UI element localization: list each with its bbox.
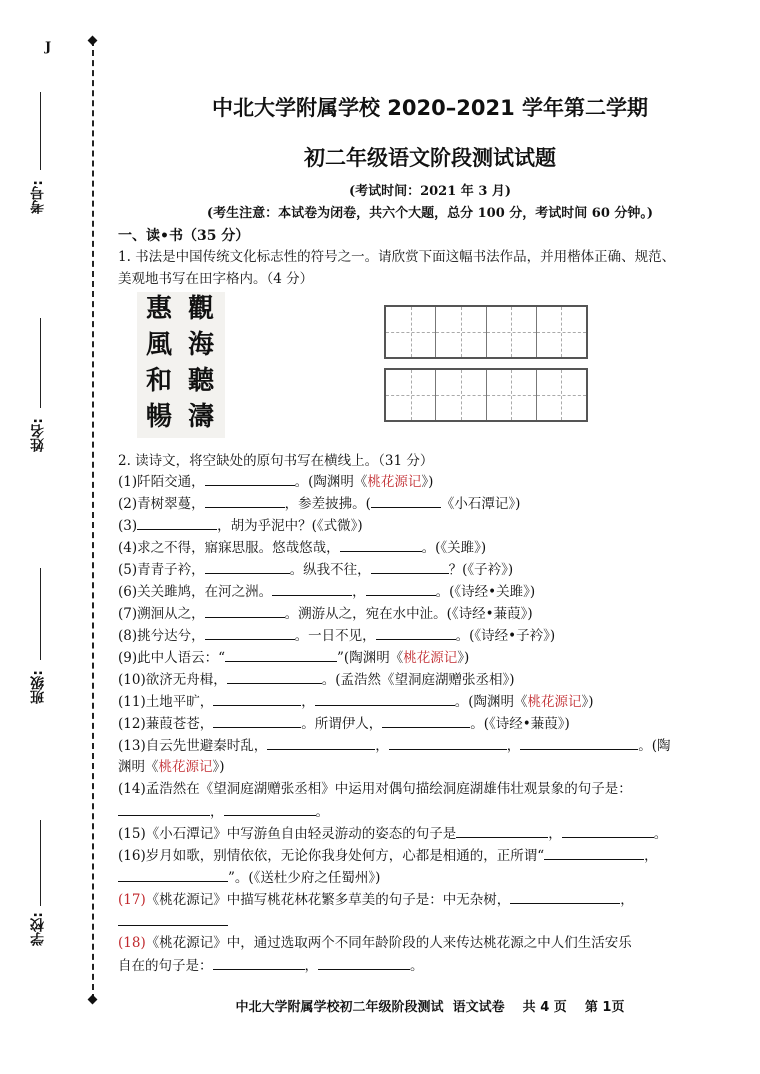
item-text: 》) (581, 694, 594, 710)
item-text: 。(孟浩然《望洞庭湖赠张丞相》) (321, 672, 515, 688)
item-text: 》) (457, 650, 470, 666)
page-title: 中北大学附属学校 2020–2021 学年第二学期 (211, 96, 648, 120)
item-text: 。(陶渊明《 (454, 694, 528, 710)
item-text: ”。(《送杜少府之任蜀州》) (228, 870, 381, 886)
answer-blank[interactable] (205, 624, 295, 640)
answer-blank[interactable] (205, 602, 285, 618)
page-footer: 中北大学附属学校初二年级阶段测试 语文试卷 共 4 页 第 1页 (235, 1000, 625, 1015)
item-text: (3) (118, 518, 138, 534)
calligraphy-char: 濤 (187, 402, 214, 432)
item-text: (7)溯洄从之， (118, 606, 205, 622)
item-13-cont (118, 756, 708, 778)
class-label: 班级: (30, 670, 46, 704)
grid-cell[interactable] (386, 370, 436, 420)
grid-cell[interactable] (386, 307, 436, 357)
answer-blank[interactable] (510, 888, 620, 904)
item-12 (118, 712, 708, 734)
q1-text-line2: 美观地书写在田字格内。（4 分） (118, 271, 314, 287)
calligraphy-image (137, 292, 225, 438)
item-text: (6)关关雎鸠，在河之洲。 (118, 584, 273, 600)
item-text: (10)欲济无舟楫， (118, 672, 227, 688)
item-text: 。一日不见， (294, 628, 376, 644)
item-text: ， (210, 804, 224, 820)
item-16 (118, 844, 708, 866)
item-text: 。(陶渊明《 (294, 474, 368, 490)
item-text: ， (375, 738, 389, 754)
answer-blank[interactable] (371, 492, 441, 508)
q2-heading: 2. 读诗文，将空缺处的原句书写在横线上。（31 分） (118, 453, 434, 469)
answer-blank[interactable] (224, 800, 316, 816)
item-number-red: (18) (118, 935, 146, 951)
item-text: ， (548, 826, 562, 842)
item-text: 。 (315, 804, 329, 820)
answer-blank[interactable] (205, 470, 295, 486)
calligraphy-char: 觀 (187, 294, 214, 324)
item-text: (11)土地平旷， (118, 694, 214, 710)
item-text: (8)挑兮达兮， (118, 628, 205, 644)
item-text: ， (620, 892, 634, 908)
item-15 (118, 822, 708, 844)
q1-text-line1: 1. 书法是中国传统文化标志性的符号之一。请欣赏下面这幅书法作品，并用楷体正确、规范、 (118, 249, 676, 265)
item-text: ”(陶渊明《 (337, 650, 404, 666)
item-3 (118, 514, 708, 536)
item-text: 。(陶 (638, 738, 671, 754)
item-text: (1)阡陌交通， (118, 474, 205, 490)
item-text: 》) (212, 759, 225, 775)
item-text: 《小石潭记》) (440, 496, 521, 512)
item-text-red: 桃花源记 (158, 759, 213, 775)
item-1 (118, 470, 708, 492)
item-text: 。 (653, 826, 668, 842)
name-line (40, 318, 41, 408)
item-text: ， (644, 848, 658, 864)
answer-blank[interactable] (213, 690, 301, 706)
item-17 (118, 888, 708, 910)
item-text: 《桃花源记》中，通过选取两个不同年龄阶段的人来传达桃花源之中人们生活安乐 (145, 935, 632, 951)
answer-blank[interactable] (371, 558, 449, 574)
answer-blank[interactable] (376, 624, 456, 640)
class-line (40, 568, 41, 660)
calligraphy-char: 和 (145, 366, 172, 396)
item-text: (16)岁月如歌，别情依依，无论你我身处何方，心都是相通的，正所谓“ (118, 848, 545, 864)
answer-blank[interactable] (118, 866, 228, 882)
item-text: 。(《关雎》) (421, 540, 487, 556)
answer-blank[interactable] (562, 822, 654, 838)
answer-blank[interactable] (213, 954, 305, 970)
answer-blank[interactable] (382, 712, 470, 728)
answer-blank[interactable] (544, 844, 644, 860)
section-heading: 一、读•书（35 分） (118, 228, 250, 244)
item-text: (4)求之不得，寤寐思服。悠哉悠哉， (118, 540, 340, 556)
item-4 (118, 536, 708, 558)
item-number-red: (17) (118, 892, 146, 908)
item-17-cont (118, 910, 708, 932)
item-9 (118, 646, 708, 668)
item-text: 。(《诗经•子衿》) (455, 628, 556, 644)
answer-blank[interactable] (272, 580, 352, 596)
item-13 (118, 734, 708, 756)
item-text: (5)青青子衿， (118, 562, 205, 578)
grid-cell[interactable] (436, 370, 486, 420)
item-text-red: 桃花源记 (403, 650, 458, 666)
item-5 (118, 558, 708, 580)
item-16-cont (118, 866, 708, 888)
binding-dashed-line (92, 40, 94, 1000)
calligraphy-char: 聽 (187, 366, 214, 396)
item-18-cont (118, 954, 708, 976)
answer-blank[interactable] (520, 734, 638, 750)
exam-no-line (40, 92, 41, 170)
grid-cell[interactable] (537, 307, 586, 357)
item-8 (118, 624, 708, 646)
item-10 (118, 668, 708, 690)
calligraphy-char: 惠 (145, 294, 172, 324)
page-subtitle: 初二年级语文阶段测试试题 (304, 146, 556, 170)
binding-diamond-top (88, 36, 98, 46)
item-7 (118, 602, 708, 624)
grid-cell[interactable] (487, 307, 537, 357)
item-14 (118, 778, 708, 800)
item-11 (118, 690, 708, 712)
item-text: ，胡为乎泥中？(《式微》) (217, 518, 363, 534)
answer-blank[interactable] (213, 712, 301, 728)
item-14-cont (118, 800, 708, 822)
exam-no-label: 考号: (30, 180, 46, 214)
item-text: 。(《诗经•蒹葭》) (470, 716, 570, 732)
answer-blank[interactable] (118, 910, 228, 926)
item-text: 。纵我不往， (289, 562, 371, 578)
item-text: ， (352, 584, 366, 600)
grid-cell[interactable] (436, 307, 486, 357)
item-text: (14)孟浩然在《望洞庭湖赠张丞相》中运用对偶句描绘洞庭湖雄伟壮观景象的句子是： (118, 781, 632, 797)
item-text: 》) (421, 474, 434, 490)
item-text: (12)蒹葭苍苍， (118, 716, 214, 732)
answer-blank[interactable] (340, 536, 422, 552)
answer-blank[interactable] (225, 646, 337, 662)
item-18 (118, 932, 708, 954)
answer-blank[interactable] (389, 734, 507, 750)
answer-blank[interactable] (366, 580, 436, 596)
item-text: 自在的句子是： (118, 958, 213, 974)
answer-blank[interactable] (315, 690, 455, 706)
binding-diamond-bottom (88, 995, 98, 1005)
item-text: ， (304, 958, 318, 974)
item-text: (15)《小石潭记》中写游鱼自由轻灵游动的姿态的句子是 (118, 826, 457, 842)
school-line (40, 820, 41, 906)
writing-grid-row-2[interactable] (384, 368, 588, 422)
answer-blank[interactable] (137, 514, 217, 530)
item-text: 。 (410, 958, 424, 974)
answer-blank[interactable] (227, 668, 322, 684)
calligraphy-char: 海 (187, 330, 214, 360)
grid-cell[interactable] (537, 370, 586, 420)
item-text: 。溯游从之，宛在水中沚。(《诗经•蒹葭》) (284, 606, 533, 622)
calligraphy-char: 暢 (145, 402, 172, 432)
corner-mark: J (45, 40, 52, 55)
answer-blank[interactable] (205, 492, 285, 508)
answer-blank[interactable] (456, 822, 548, 838)
writing-grid-row-1[interactable] (384, 305, 588, 359)
item-text: 渊明《 (118, 759, 159, 775)
grid-cell[interactable] (487, 370, 537, 420)
item-text: ？(《子衿》) (448, 562, 514, 578)
item-text: 《桃花源记》中描写桃花林花繁多草美的句子是：中无杂树， (145, 892, 511, 908)
item-text: (2)青树翠蔓， (118, 496, 205, 512)
exam-time: (考试时间：2021 年 3 月) (348, 184, 512, 199)
name-label: 姓名: (30, 418, 46, 452)
item-6 (118, 580, 708, 602)
school-label: 学校: (30, 912, 46, 946)
calligraphy-char: 風 (145, 330, 172, 360)
item-text: ，参差披拂。( (284, 496, 371, 512)
item-text: 。所谓伊人， (301, 716, 383, 732)
item-text: ， (301, 694, 315, 710)
answer-blank[interactable] (205, 558, 290, 574)
item-text-red: 桃花源记 (367, 474, 422, 490)
item-text: ， (506, 738, 521, 754)
item-text: (9)此中人语云：“ (118, 650, 226, 666)
item-2 (118, 492, 708, 514)
answer-blank[interactable] (118, 800, 210, 816)
item-text: (13)自云先世避秦时乱， (118, 738, 268, 754)
exam-notice: (考生注意：本试卷为闭卷，共六个大题，总分 100 分，考试时间 60 分钟。) (206, 206, 654, 221)
item-text: 。(《诗经•关雎》) (435, 584, 536, 600)
answer-blank[interactable] (267, 734, 375, 750)
answer-blank[interactable] (318, 954, 410, 970)
item-text-red: 桃花源记 (527, 694, 582, 710)
